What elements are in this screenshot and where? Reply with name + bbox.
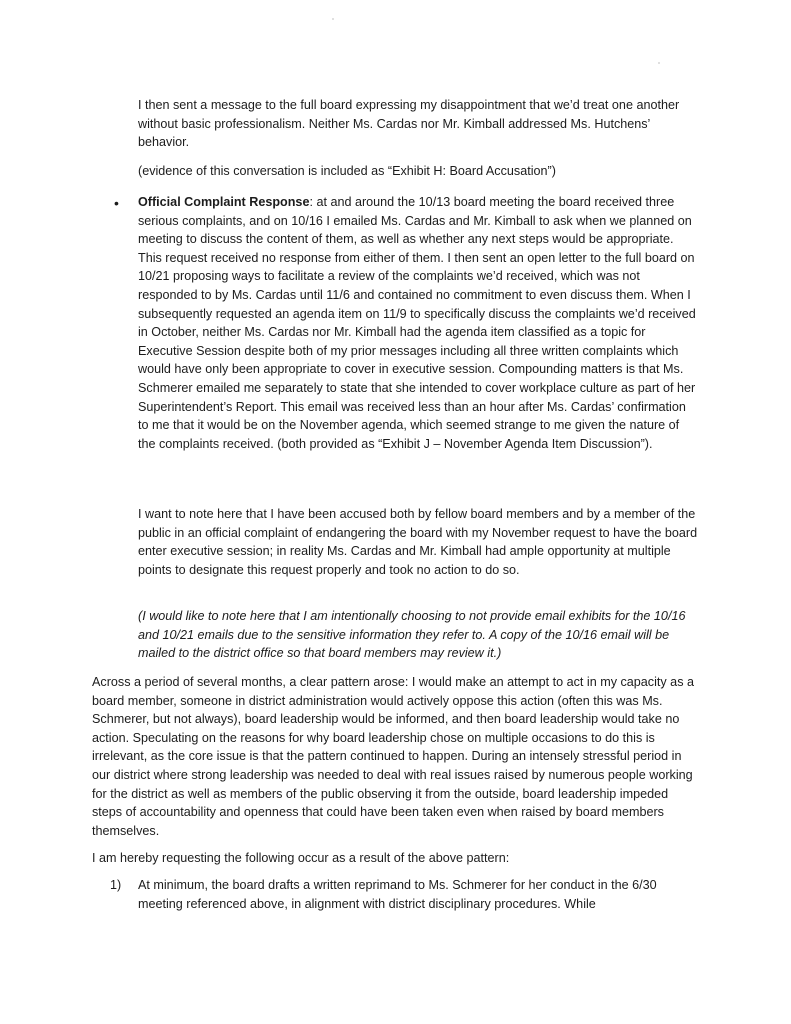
list-item-text: At minimum, the board drafts a written reprimand to Ms. Schmerer for her conduct in the 6/30 meeting referenced above, in alignment with district disciplinary procedures. While <box>138 878 657 911</box>
paragraph-request: I am hereby requesting the following occur as a result of the above pattern: <box>92 851 510 865</box>
bullet-official-complaint <box>138 193 698 453</box>
paragraph-pattern: Across a period of several months, a clear pattern arose: I would make an attempt to act in my capacity as a board member, someone in district administration would actively oppose this action (often this was Ms. Schmerer, but not always), board leadership would be informed, and then board leadership would take no action. Speculating on the reasons for why board leadership chose on multiple occasions to do this is irrelevant, as the core issue is that the pattern continued to happen. During an intensely stressful period in our district where strong leadership was needed to deal with real issues raised by numerous people working for the district as well as members of the public observing it from the outside, board leadership impeded steps of accountability and openness that could have been taken even when raised by board members themselves. <box>92 675 694 838</box>
paragraph-intro: I then sent a message to the full board expressing my disappointment that we’d treat one another without basic professionalism. Neither Ms. Cardas nor Mr. Kimball addressed Ms. Hutchens’ behavior. <box>138 98 680 150</box>
bullet-body: : at and around the 10/13 board meeting the board received three serious complaints, and on 10/16 I emailed Ms. Cardas and Mr. Kimball to ask when we planned on meeting to discuss the content of them, as well as whether any next steps would be appropriate. This request received no response from either of them. I then sent an open letter to the full board on 10/21 proposing ways to facilitate a review of the complaints we’d received, which was not responded to by Ms. Cardas until 11/6 and contained no commitment to even discuss them. When I subsequently requested an agenda item on 11/9 to specifically discuss the complaints we’d received in October, neither Ms. Cardas nor Mr. Kimball had the agenda item classified as a topic for Executive Session despite both of my prior messages including all three written complaints which would have only been appropriate to cover in executive session. Compounding matters is that Ms. Schmerer emailed me separately to state that she intended to cover workplace culture as part of her Superintendent’s Report. This email was received less than an hour after Ms. Cardas’ confirmation to me that it would be on the November agenda, which seemed strange to me given the nature of the complaints received. (both provided as “Exhibit J – November Agenda Item Discussion”). <box>138 195 696 451</box>
paragraph-italic-note: (I would like to note here that I am intentionally choosing to not provide email exhibits for the 10/16 and 10/21 emails due to the sensitive information they refer to. A copy of the 10/16 email will be mailed to the district office so that board members may review it.) <box>138 609 686 661</box>
list-item-number: 1) <box>110 878 122 892</box>
paragraph-accused: I want to note here that I have been accused both by fellow board members and by a member of the public in an official complaint of endangering the board with my November request to have the board enter executive session; in reality Ms. Cardas and Mr. Kimball had ample opportunity at multiple points to designate this request properly and took no action to do so. <box>138 507 698 577</box>
scan-speck <box>332 18 334 20</box>
paragraph-exhibit-h: (evidence of this conversation is included as “Exhibit H: Board Accusation”) <box>138 164 556 178</box>
scan-speck <box>658 62 660 64</box>
bullet-marker: • <box>114 195 119 211</box>
bullet-heading: Official Complaint Response <box>138 195 310 209</box>
